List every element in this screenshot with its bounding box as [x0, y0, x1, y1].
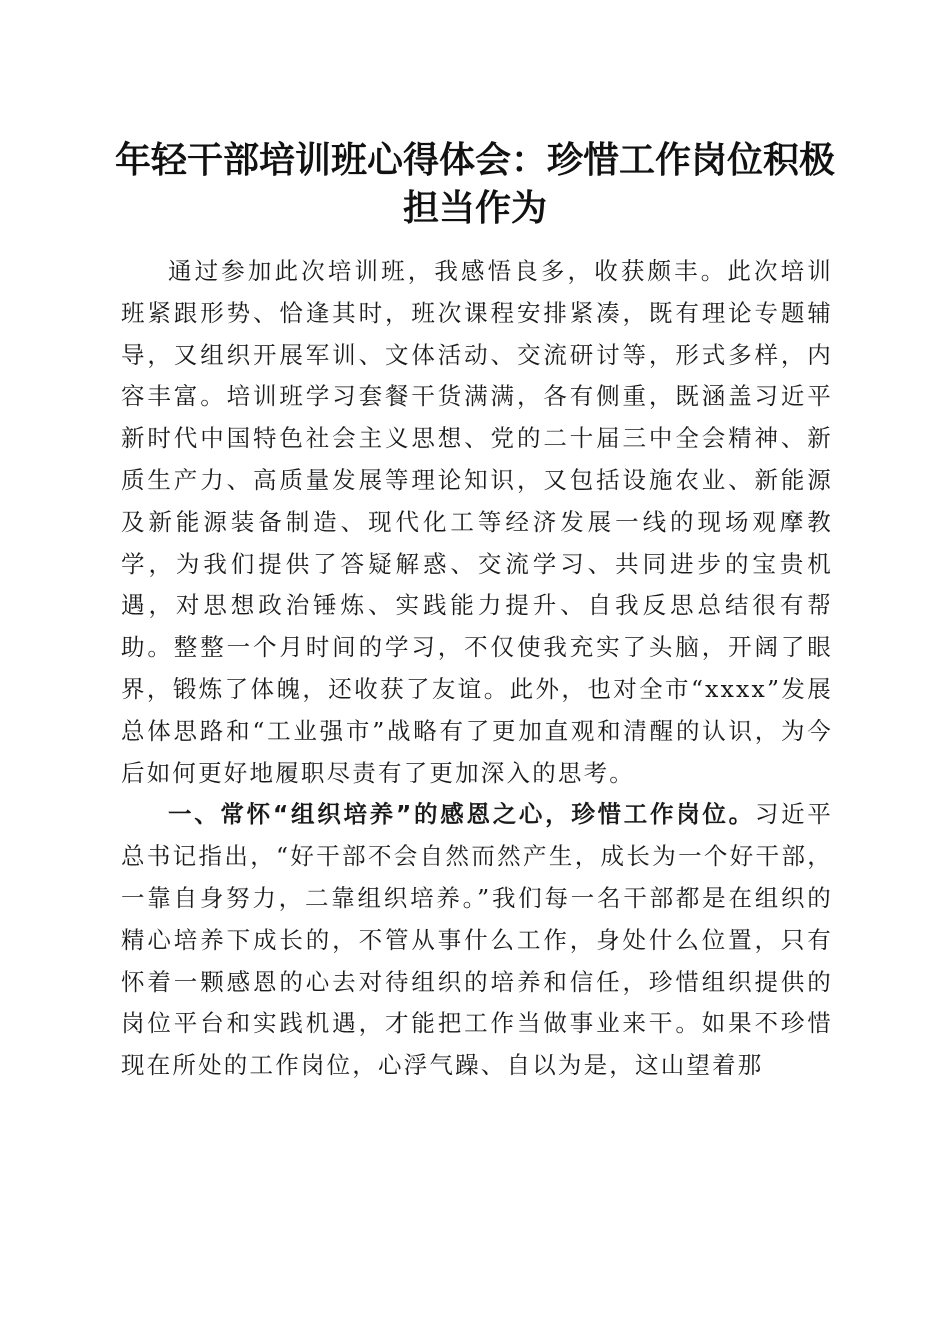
- title-line-2: 担当作为: [402, 187, 547, 229]
- section-heading: 一、常怀“组织培养”的感恩之心，珍惜工作岗位。: [168, 800, 755, 829]
- paragraph-text: 通过参加此次培训班，我感悟良多，收获颇丰。此次培训班紧跟形势、恰逢其时，班次课程安排紧凑，既有理论专题辅导，又组织开展军训、文体活动、交流研讨等，形式多样，内容丰富。培训班学习套餐干货满满，各有侧重，既涵盖习近平新时代中国特色社会主义思想、党的二十届三中全会精神、新质生产力、高质量发展等理论知识，又包括设施农业、新能源及新能源装备制造、现代化工等经济发展一线的现场观摩教学，为我们提供了答疑解惑、交流学习、共同进步的宝贵机遇，对思想政治锤炼、实践能力提升、自我反思总结很有帮助。整整一个月时间的学习，不仅使我充实了头脑，开阔了眼界，锻炼了体魄，还收获了友谊。此外，也对全市“xxxx”发展总体思路和“工业强市”战略有了更加直观和清醒的认识，为今后如何更好地履职尽责有了更加深入的思考。: [121, 257, 833, 787]
- document-body: [121, 251, 833, 1087]
- title-line-1: 年轻干部培训班心得体会：珍惜工作岗位积极: [114, 139, 835, 181]
- document-title: [100, 136, 850, 232]
- paragraph-intro: [121, 251, 833, 794]
- paragraph-text: 习近平总书记指出，“好干部不会自然而然产生，成长为一个好干部，一靠自身努力，二靠组织培养。”我们每一名干部都是在组织的精心培养下成长的，不管从事什么工作，身处什么位置，只有怀着一颗感恩的心去对待组织的培养和信任，珍惜组织提供的岗位平台和实践机遇，才能把工作当做事业来干。如果不珍惜现在所处的工作岗位，心浮气躁、自以为是，这山望着那: [121, 800, 833, 1080]
- paragraph-section-1: [121, 794, 833, 1087]
